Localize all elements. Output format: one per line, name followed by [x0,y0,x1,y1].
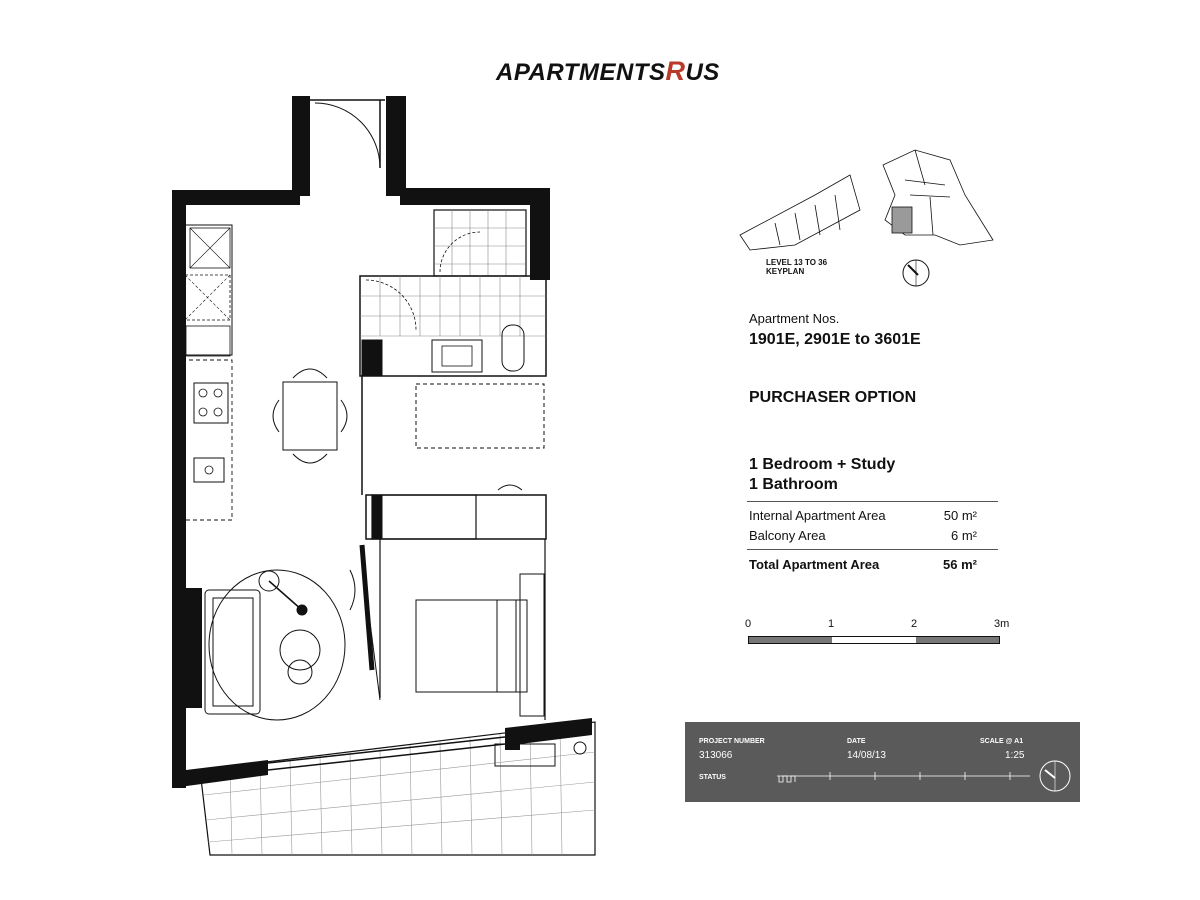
apartment-nos-label: Apartment Nos. [749,311,840,326]
title-block [685,722,1080,802]
area-row-balcony [749,528,977,543]
divider-bottom [747,549,998,550]
scale-bar [740,618,1020,654]
brand-text-c: US [685,59,720,86]
total-value: 56 m² [943,557,977,572]
area-row-total [749,557,977,572]
scale-label: SCALE @ A1 [980,738,1024,745]
north-arrow-icon [1037,758,1073,794]
scale-tick-0: 0 [745,618,752,630]
project-value: 313066 [699,750,733,761]
bedroom-count: 1 Bedroom + Study [749,456,896,473]
dining-table [273,369,347,463]
scale-bar-segments [748,636,1000,644]
status-label: STATUS [699,774,726,781]
purchaser-option: PURCHASER OPTION [749,389,917,406]
area-value: 50 m² [943,508,977,523]
entry-door [310,100,385,168]
area-label: Internal Apartment Area [749,508,886,523]
divider-top [747,501,998,502]
kitchen [182,225,232,520]
date-value: 14/08/13 [847,750,886,761]
bathroom [360,210,546,376]
apartment-nos-value: 1901E, 2901E to 3601E [749,331,921,348]
scale-tick-2: 2 [911,618,918,630]
brand-mark: R [665,56,686,86]
bathroom-count: 1 Bathroom [749,476,838,493]
scale-value: 1:25 [1005,750,1025,761]
living-area [205,570,345,720]
study [362,375,546,539]
scale-tick-1: 1 [828,618,835,630]
date-label: DATE [847,738,866,745]
area-label: Balcony Area [749,528,826,543]
bedroom [350,539,545,720]
total-label: Total Apartment Area [749,557,880,572]
keyplan-level: LEVEL 13 TO 36 [766,258,828,267]
project-label: PROJECT NUMBER [699,738,765,745]
area-value: 6 m² [951,528,977,543]
walls [172,96,592,788]
area-row-internal [749,508,977,523]
brand-text-a: APARTMENTS [496,59,666,86]
status-timeline [775,768,1035,784]
scale-tick-3: 3m [994,618,1010,630]
keyplan-caption: KEYPLAN [766,267,805,276]
